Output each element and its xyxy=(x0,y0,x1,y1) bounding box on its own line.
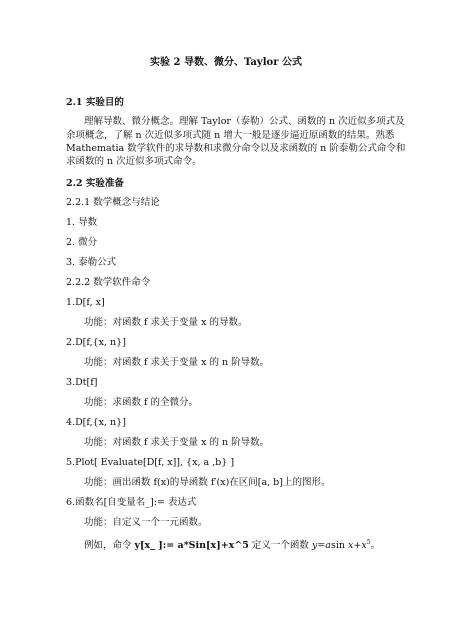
concept-item: 2. 微分 xyxy=(66,237,98,248)
example-prefix: 例如，命令 xyxy=(84,540,135,552)
section-heading-2-2: 2.2 实验准备 xyxy=(66,178,124,189)
command-name: 6.函数名[自变量名_]:= 表达式 xyxy=(66,497,197,508)
command-name: 1.D[f, x] xyxy=(66,297,105,308)
example-suffix: 。 xyxy=(370,540,381,552)
example-middle: 定义一个函数 xyxy=(248,540,312,552)
formula-var: x xyxy=(361,540,367,552)
formula-sin: sin xyxy=(330,540,349,552)
command-description: 功能：自定义一个一元函数。 xyxy=(84,517,208,528)
example-code: y[x_ ]:= a*Sin[x]+x^5 xyxy=(134,540,249,552)
command-name: 3.Dt[f] xyxy=(66,377,98,388)
concept-item: 1. 导数 xyxy=(66,217,98,228)
paragraph-line: 理解导数、微分概念。理解 Taylor（泰勒）公式、函数的 n 次近似多项式及 xyxy=(84,116,405,127)
subsection-heading-2-2-1: 2.2.1 数学概念与结论 xyxy=(66,197,160,208)
section-heading-2-1: 2.1 实验目的 xyxy=(66,97,124,108)
concept-item: 3. 泰勒公式 xyxy=(66,257,117,268)
formula-lhs: y xyxy=(311,540,318,552)
formula-equals: = xyxy=(317,540,326,552)
command-description: 功能：对函数 f 求关于变量 x 的导数。 xyxy=(84,317,248,328)
paragraph-line: 求函数的 n 次近似多项式命令。 xyxy=(66,156,202,167)
command-name: 4.D[f,{x, n}] xyxy=(66,417,126,428)
command-description: 功能：对函数 f 求关于变量 x 的 n 阶导数。 xyxy=(84,437,270,448)
command-name: 5.Plot[ Evaluate[D[f, x]], {x, a ,b} ] xyxy=(66,457,235,468)
paragraph-line: Mathematia 数学软件的求导数和求微分命令以及求函数的 n 阶泰勒公式命令和 xyxy=(66,143,406,154)
command-description: 功能：求函数 f 的全微分。 xyxy=(84,397,199,408)
formula-var: x xyxy=(348,540,354,552)
command-description: 功能：画出函数 f(x)的导函数 f′(x)在区间[a, b]上的图形。 xyxy=(84,477,331,488)
formula-coefficient: a xyxy=(325,540,331,552)
formula-plus: + xyxy=(353,540,362,552)
formula-exponent: 5 xyxy=(366,539,371,546)
example-line xyxy=(84,536,380,552)
paragraph-line: 余项概念，了解 n 次近似多项式随 n 增大一般是逐步逼近原函数的结果。熟悉 xyxy=(66,130,395,141)
subsection-heading-2-2-2: 2.2.2 数学软件命令 xyxy=(66,277,151,288)
command-description: 功能：对函数 f 求关于变量 x 的 n 阶导数。 xyxy=(84,357,270,368)
doc-title: 实验 2 导数、微分、Taylor 公式 xyxy=(150,57,302,68)
command-name: 2.D[f,{x, n}] xyxy=(66,337,126,348)
